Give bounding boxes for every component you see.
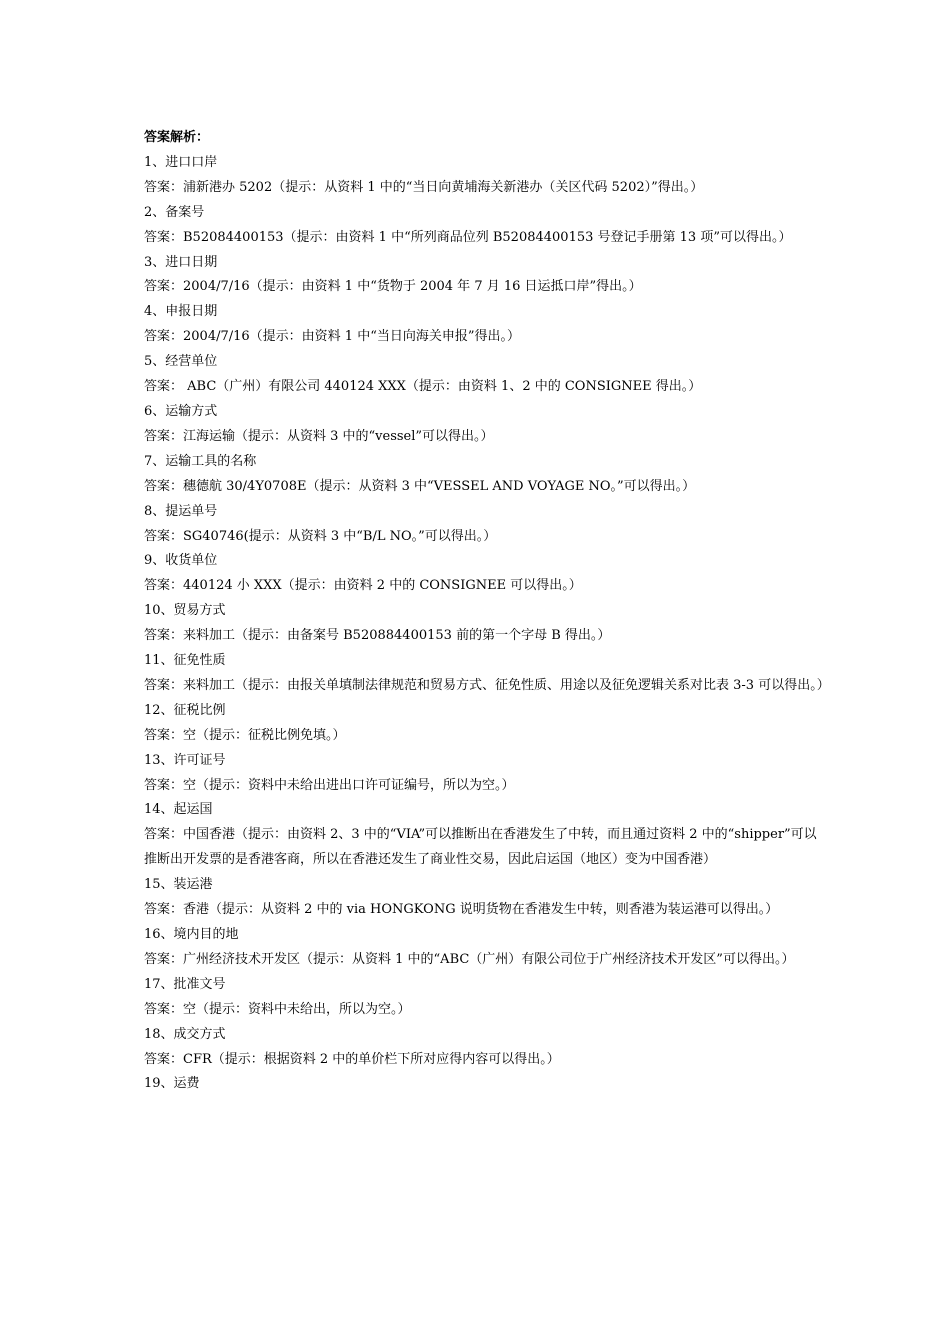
answer-item-9: [144, 549, 824, 599]
item-title: 4、申报日期: [144, 304, 218, 320]
answer-item-11: [144, 649, 830, 699]
answer-item-12: [144, 699, 824, 749]
item-title: 19、运费: [144, 1076, 200, 1092]
item-answer: 答案：中国香港（提示：由资料 2、3 中的“VIA”可以推断出在香港发生了中转，而且通过资料 2 中的“shipper”可以推断出开发票的是香港客商，所以在香港还发生了商业性交易，因此启运国（地区）变为中国香港）: [144, 827, 817, 868]
item-title: 9、收货单位: [144, 553, 218, 569]
item-answer: 答案：SG40746(提示：从资料 3 中“B/L NO。”可以得出。）: [144, 528, 497, 544]
item-answer: 答案：2004/7/16（提示：由资料 1 中“当日向海关申报”得出。）: [144, 329, 520, 345]
item-title: 15、装运港: [144, 877, 213, 893]
item-answer: 答案：广州经济技术开发区（提示：从资料 1 中的“ABC（广州）有限公司位于广州经济技术开发区”可以得出。）: [144, 951, 795, 967]
item-title: 2、备案号: [144, 204, 205, 220]
item-answer: 答案：来料加工（提示：由报关单填制法律规范和贸易方式、征免性质、用途以及征免逻辑关系对比表 3-3 可以得出。）: [144, 677, 830, 693]
answer-item-5: [144, 350, 824, 400]
item-answer: 答案： ABC（广州）有限公司 440124 XXX（提示：由资料 1、2 中的 CONSIGNEE 得出。）: [144, 379, 702, 395]
item-title: 11、征免性质: [144, 653, 226, 669]
answer-item-13: [144, 749, 824, 799]
item-title: 7、运输工具的名称: [144, 453, 257, 469]
item-answer: 答案：来料加工（提示：由备案号 B520884400153 前的第一个字母 B 得出。）: [144, 628, 611, 644]
item-title: 16、境内目的地: [144, 927, 239, 942]
answer-item-19: [144, 1072, 824, 1097]
item-answer: 答案：空（提示：资料中未给出，所以为空。）: [144, 1001, 411, 1017]
answer-item-15: [144, 873, 824, 923]
answer-item-17: [144, 973, 824, 1023]
item-title: 14、起运国: [144, 802, 213, 818]
item-answer: 答案：空（提示：资料中未给出进出口许可证编号，所以为空。）: [144, 777, 515, 793]
item-title: 5、经营单位: [144, 354, 218, 370]
item-answer: 答案：2004/7/16（提示：由资料 1 中“货物于 2004 年 7 月 16 日运抵口岸”得出。）: [144, 279, 642, 295]
item-answer: 答案：B52084400153（提示：由资料 1 中“所列商品位列 B52084400153 号登记手册第 13 项”可以得出。）: [144, 229, 792, 245]
answer-item-7: [144, 450, 824, 500]
item-title: 3、进口日期: [144, 254, 218, 270]
answer-item-14: [144, 798, 824, 873]
section-heading: 答案解析：: [144, 130, 210, 145]
answer-item-10: [144, 599, 824, 649]
item-title: 17、批准文号: [144, 976, 226, 992]
answer-item-18: [144, 1023, 824, 1073]
item-answer: 答案：穗德航 30/4Y0708E（提示：从资料 3 中“VESSEL AND VOYAGE NO。”可以得出。）: [144, 478, 696, 494]
item-answer: 答案：浦新港办 5202（提示：从资料 1 中的“当日向黄埔海关新港办（关区代码 5202）”得出。）: [144, 179, 704, 195]
item-answer: 答案：440124 小 XXX（提示：由资料 2 中的 CONSIGNEE 可以得出。）: [144, 578, 582, 594]
item-title: 6、运输方式: [144, 403, 218, 419]
item-title: 18、成交方式: [144, 1026, 226, 1042]
answer-item-6: [144, 400, 824, 450]
answer-item-16: [144, 923, 824, 973]
item-title: 10、贸易方式: [144, 603, 226, 619]
document-page: [144, 126, 830, 1097]
item-title: 13、许可证号: [144, 752, 226, 768]
item-title: 8、提运单号: [144, 503, 218, 519]
answer-item-2: [144, 201, 824, 251]
item-answer: 答案：江海运输（提示：从资料 3 中的“vessel”可以得出。）: [144, 428, 494, 444]
answer-item-4: [144, 300, 824, 350]
item-answer: 答案：香港（提示：从资料 2 中的 via HONGKONG 说明货物在香港发生中转，则香港为装运港可以得出。）: [144, 902, 779, 918]
answer-item-1: [144, 151, 824, 201]
item-title: 12、征税比例: [144, 702, 226, 718]
answer-item-8: [144, 500, 824, 550]
item-answer: 答案：空（提示：征税比例免填。）: [144, 727, 346, 743]
item-title: 1、进口口岸: [144, 154, 218, 170]
item-answer: 答案：CFR（提示：根据资料 2 中的单价栏下所对应得内容可以得出。）: [144, 1051, 560, 1067]
answer-item-3: [144, 251, 824, 301]
